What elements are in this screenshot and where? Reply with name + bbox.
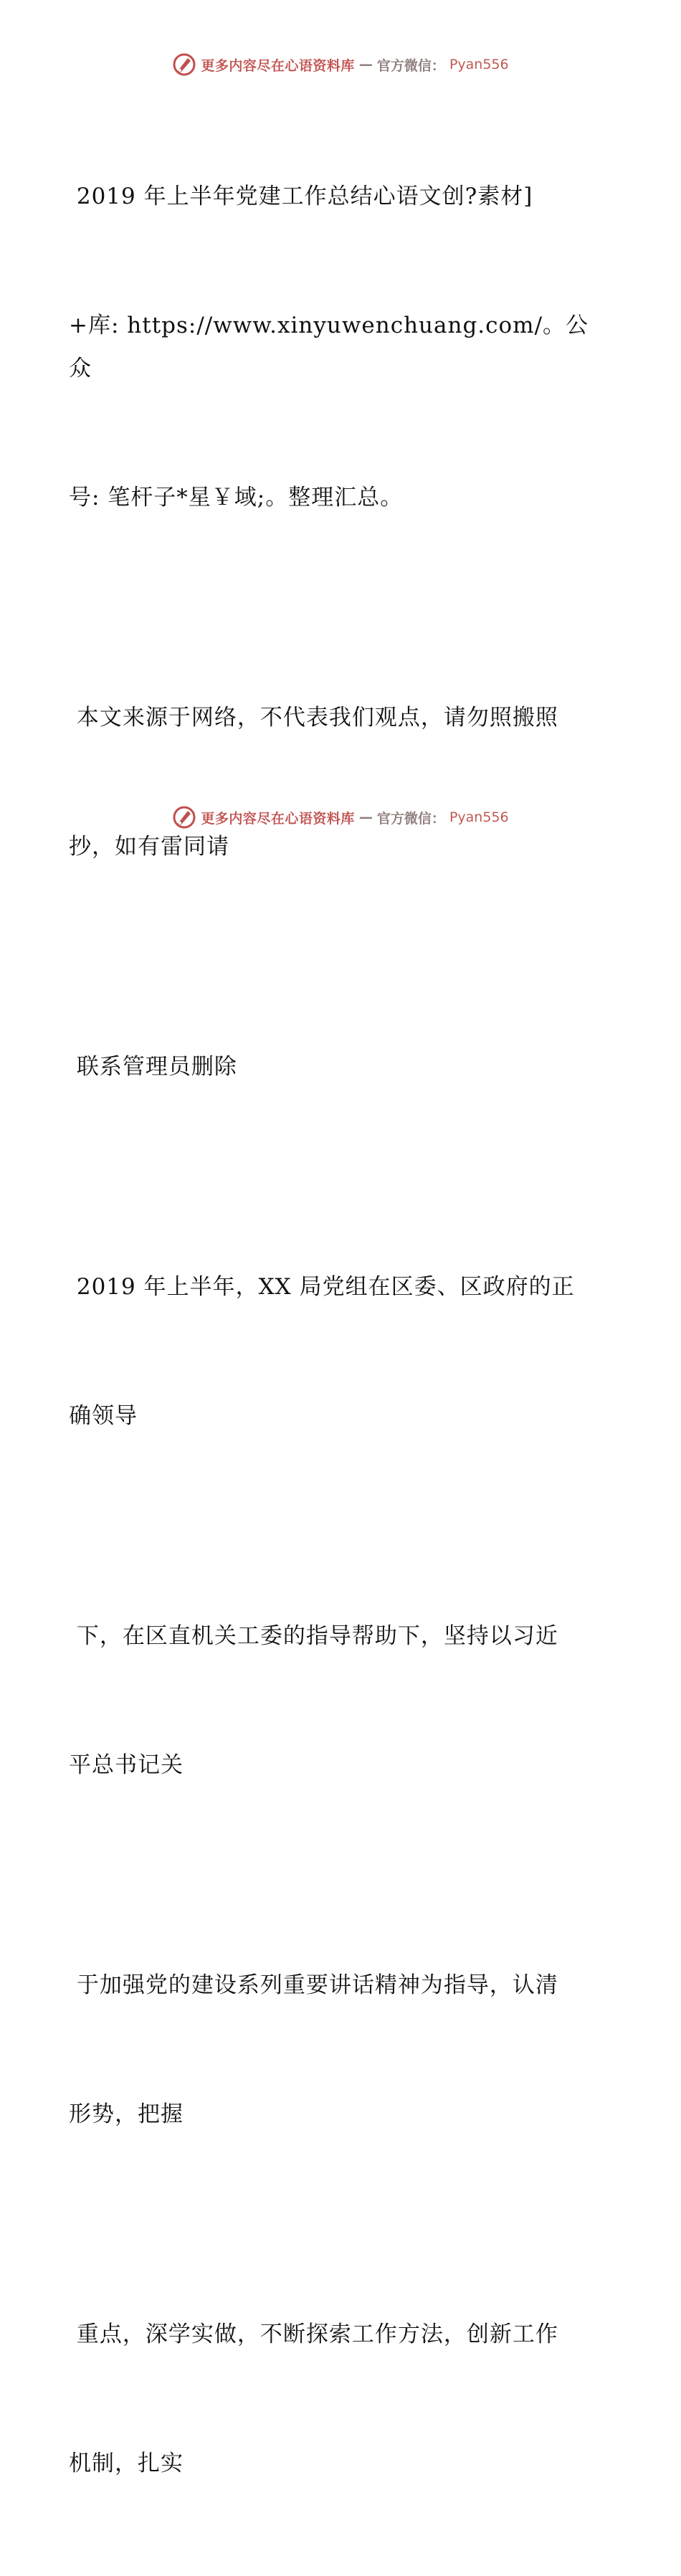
text-line: 平总书记关 — [69, 1752, 184, 1778]
text-line: 确领导 — [69, 1403, 138, 1429]
text-line: 机制，扎实 — [69, 2451, 184, 2476]
text-line: 重点，深学实做，不断探索工作方法，创新工作 — [69, 2321, 558, 2347]
paragraph — [69, 1179, 599, 1524]
text-line: 于加强党的建设系列重要讲话精神为指导，认清 — [69, 1972, 558, 1998]
document-body — [69, 89, 599, 2576]
banner-wechat-id: Pyan556 — [449, 57, 509, 72]
banner-dash: — — [358, 809, 373, 825]
text-line: +库: https://www.xinyuwenchuang.com/。公众 — [69, 313, 589, 381]
text-line: 下，在区直机关工委的指导帮助下，坚持以习近 — [69, 1623, 558, 1649]
paragraph — [69, 89, 599, 605]
text-line: 形势，把握 — [69, 2101, 184, 2127]
paragraph — [69, 1878, 599, 2222]
text-line: 联系管理员删除 — [69, 1054, 237, 1080]
text-line: 2019 年上半年党建工作总结心语文创?素材] — [69, 184, 533, 209]
banner-site-text: 更多内容尽在心语资料库 — [201, 57, 355, 74]
banner-wechat-id: Pyan556 — [449, 809, 509, 825]
text-line: 号: 笔杆子*星￥域;。整理汇总。 — [69, 485, 404, 510]
text-line: 2019 年上半年，XX 局党组在区委、区政府的正 — [69, 1274, 575, 1300]
paragraph — [69, 959, 599, 1174]
pen-logo-icon — [172, 805, 196, 830]
footer-watermark-banner — [0, 803, 681, 832]
paragraph — [69, 610, 599, 954]
banner-dash: — — [358, 57, 373, 72]
paragraph — [69, 1529, 599, 1873]
banner-wechat-label: 官方微信： — [376, 810, 445, 827]
banner-wechat-label: 官方微信： — [376, 57, 445, 74]
banner-site-text: 更多内容尽在心语资料库 — [201, 810, 355, 827]
pen-logo-icon — [172, 52, 196, 77]
text-line: 本文来源于网络，不代表我们观点，请勿照搬照 — [69, 705, 558, 731]
header-watermark-banner — [0, 50, 681, 79]
text-line: 抄，如有雷同请 — [69, 834, 229, 860]
paragraph — [69, 2227, 599, 2571]
